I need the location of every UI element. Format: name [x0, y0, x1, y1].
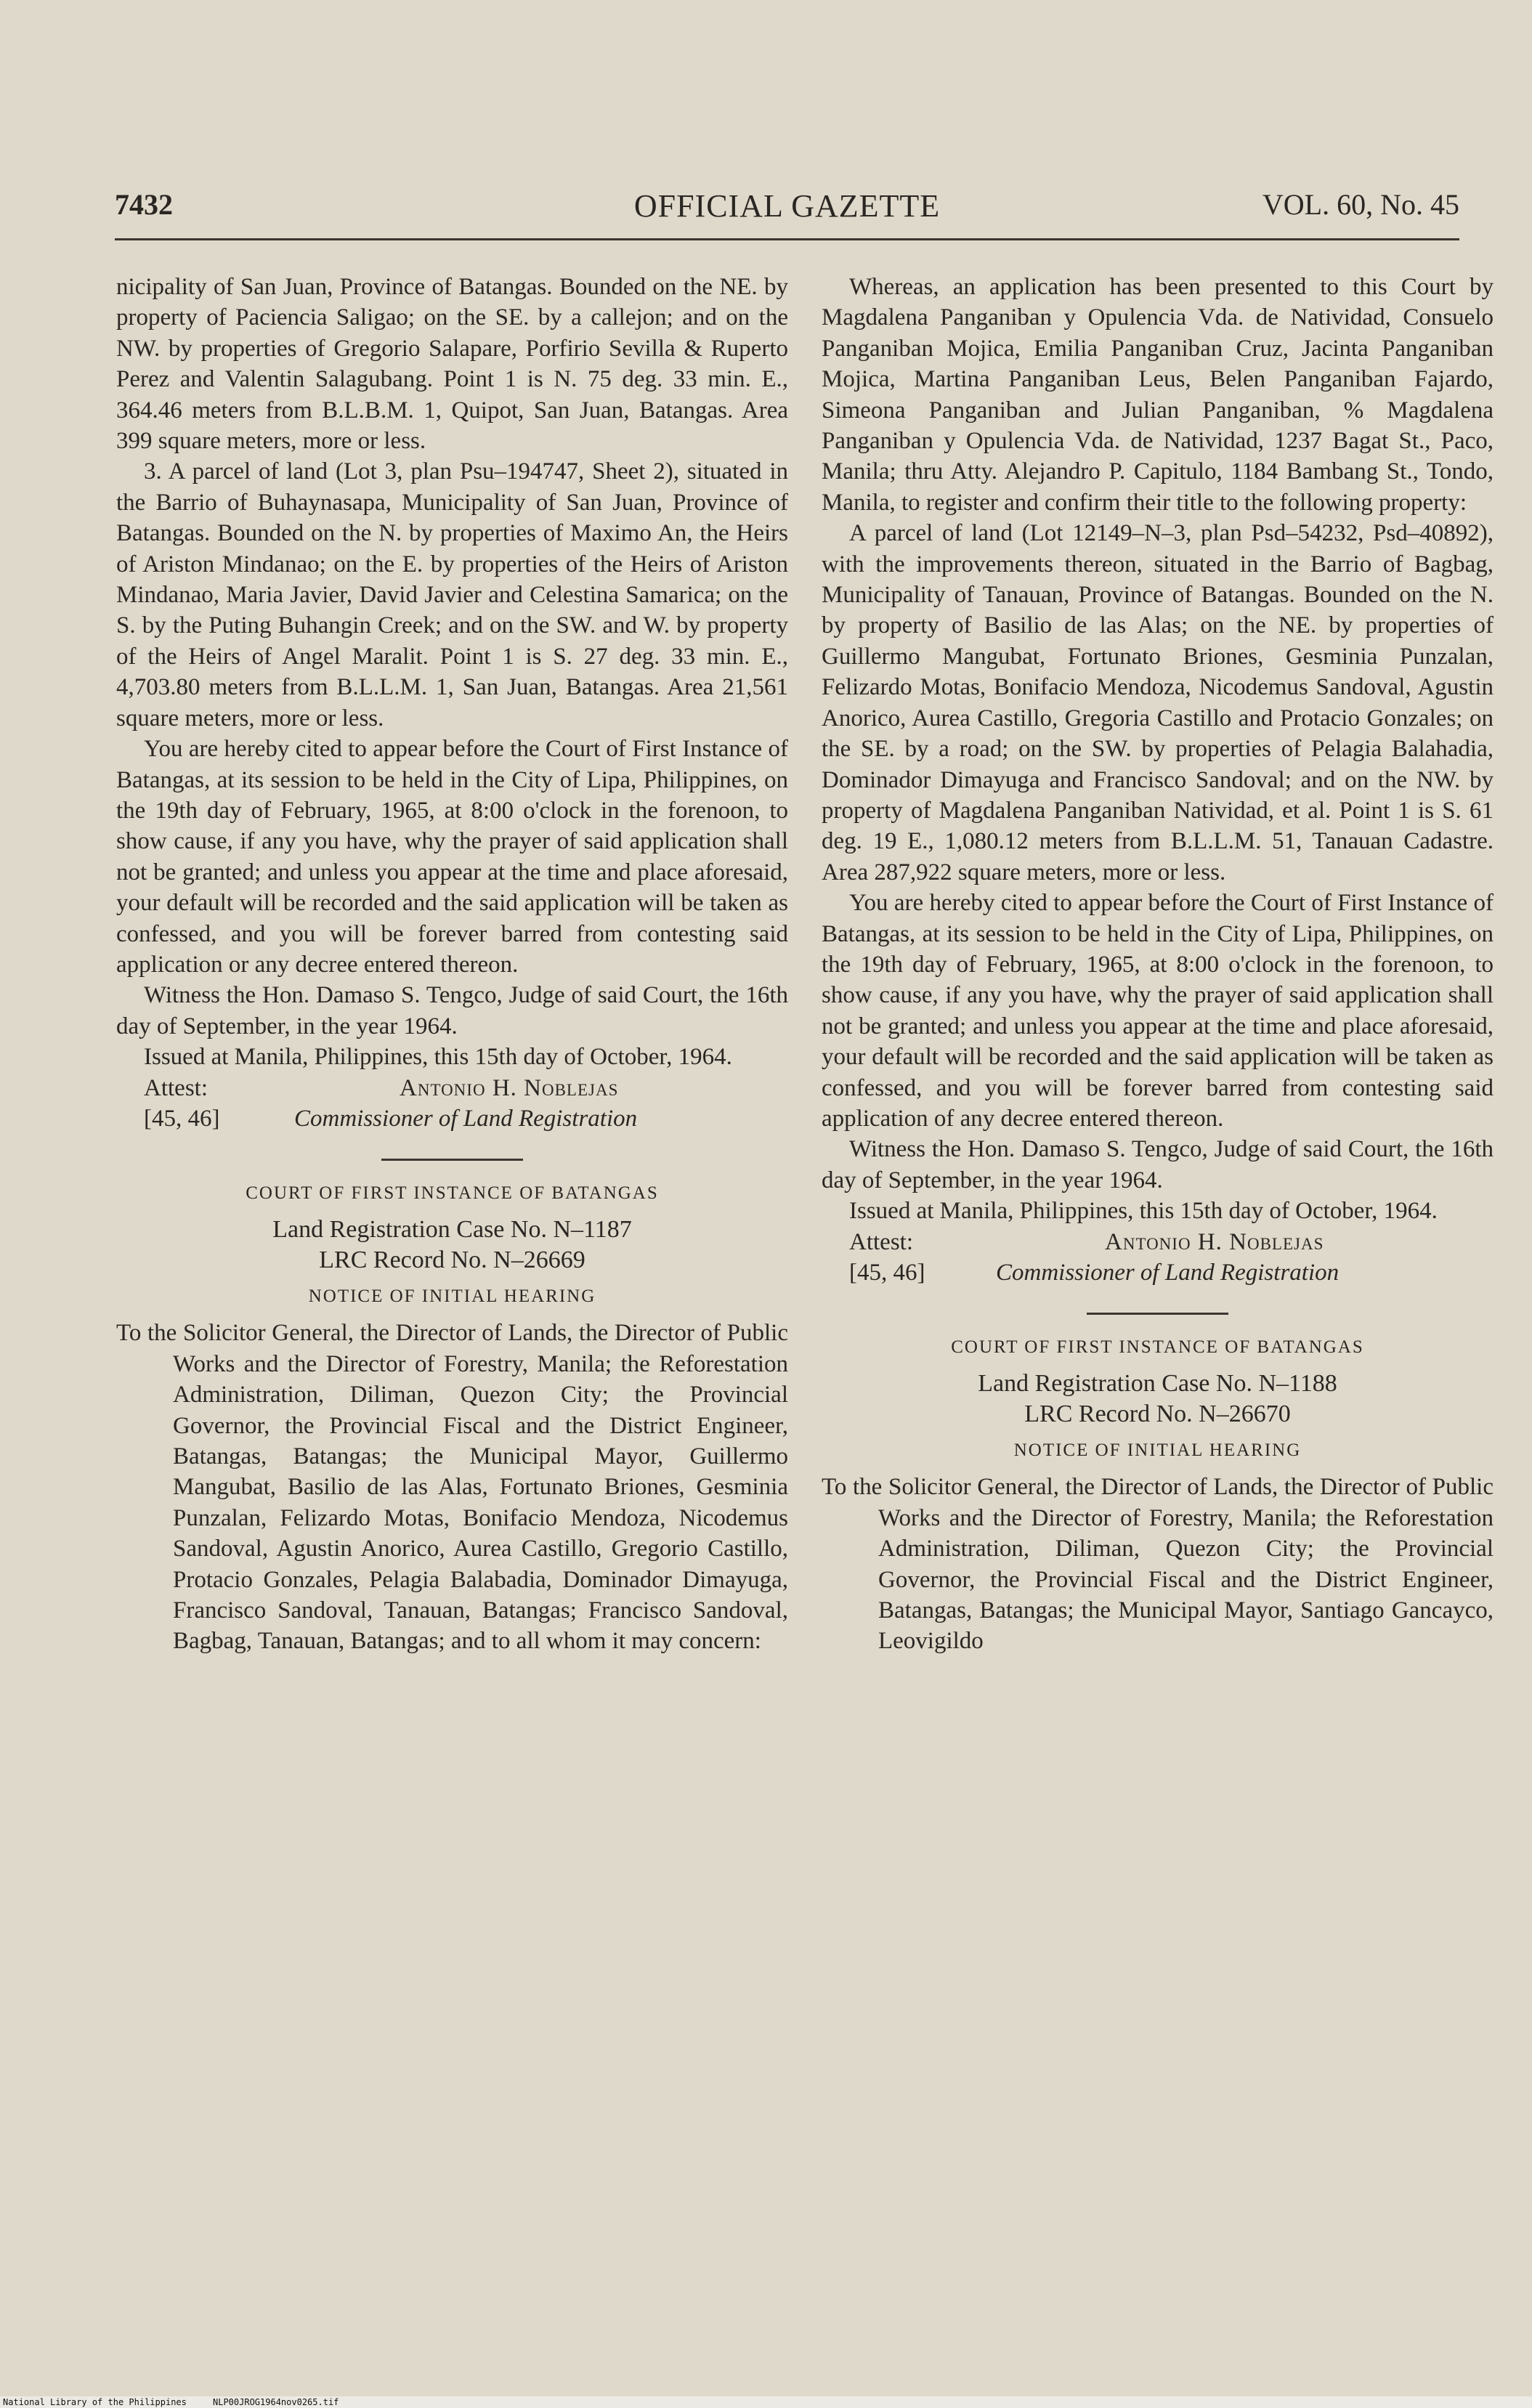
- paragraph: Issued at Manila, Philippines, this 15th day of October, 1964.: [849, 1198, 1438, 1225]
- scan-footer: [0, 2396, 1532, 2408]
- paragraph: nicipality of San Juan, Province of Batangas. Bounded on the NE. by property of Paciencia Saligao; on the SE. by a callejon; and on the NW. by properties of Gregorio Salapare, Porfirio Sevilla & Ruperto Perez and Valentin Salagubang. Point 1 is N. 75 deg. 33 min. E., 364.46 meters from B.L.B.M. 1, Quipot, San Juan, Batangas. Area 399 square meters, more or less.: [116, 274, 788, 455]
- volume-number: VOL. 60, No. 45: [1262, 188, 1459, 221]
- paragraph: Whereas, an application has been presented to this Court by Magdalena Panganiban y Opulencia Vda. de Natividad, Consuelo Panganiban Mojica, Emilia Panganiban Cruz, Jacinta Panganiban Mojica, Martina Panganiban Leus, Belen Panganiban Fajardo, Simeona Panganiban and Julian Panganiban, % Magdalena Panganiban y Opulencia Vda. de Natividad, 1237 Bagat St., Paco, Manila; thru Atty. Alejandro P. Capitulo, 1184 Bambang St., Tondo, Manila, to register and confirm their title to the following property:: [822, 274, 1494, 516]
- attest-title: Commissioner of Land Registration: [294, 1105, 638, 1132]
- paragraph: Witness the Hon. Damaso S. Tengco, Judge of said Court, the 16th day of September, in the year 1964.: [116, 982, 788, 1039]
- paragraph: Witness the Hon. Damaso S. Tengco, Judge of said Court, the 16th day of September, in the year 1964.: [822, 1136, 1494, 1193]
- publication-title: OFFICIAL GAZETTE: [633, 188, 941, 224]
- section-separator: [1087, 1313, 1228, 1315]
- page-number: 7432: [115, 188, 173, 221]
- attestation: [116, 1073, 788, 1135]
- attest-name: Antonio H. Noblejas: [400, 1074, 619, 1101]
- paragraph: You are hereby cited to appear before the Court of First Instance of Batangas, at its session to be held in the City of Lipa, Philippines, on the 19th day of February, 1965, at 8:00 o'clock in the forenoon, to show cause, if any you have, why the prayer of said application shall not be granted; and unless you appear at the time and place aforesaid, your default will be recorded and the said application will be taken as confessed, and you will be forever barred from contesting said application or any decree entered thereon.: [116, 736, 788, 978]
- addressees: To the Solicitor General, the Director of Lands, the Director of Public Works and the Director of Forestry, Manila; the Reforestation Administration, Diliman, Quezon City; the Provincial Governor, the Provincial Fiscal and the District Engineer, Batangas, Batangas; the Municipal Mayor, Guillermo Mangubat, Basilio de las Alas, Fortunato Briones, Gesminia Punzalan, Felizardo Motas, Bonifacio Mendoza, Nicodemus Sandoval, Agustin Anorico, Aurea Castillo, Gregorio Castillo, Protacio Gonzales, Pelagia Balabadia, Dominador Dimayuga, Francisco Sandoval, Tanauan, Batangas; Francisco Sandoval, Bagbag, Tanauan, Batangas; and to all whom it may concern:: [116, 1320, 788, 1655]
- attest-title: Commissioner of Land Registration: [996, 1259, 1340, 1286]
- paragraph: You are hereby cited to appear before the Court of First Instance of Batangas, at its session to be held in the City of Lipa, Philippines, on the 19th day of February, 1965, at 8:00 o'clock in the forenoon, to show cause, if any you have, why the prayer of said application shall not be granted; and unless you appear at the time and place aforesaid, your default will be recorded and the said application will be taken as confessed, and you will be forever barred from contesting said application of any decree entered thereon.: [822, 890, 1494, 1132]
- lrc-record: LRC Record No. N–26669: [319, 1246, 585, 1273]
- paragraph: 3. A parcel of land (Lot 3, plan Psu–194747, Sheet 2), situated in the Barrio of Buhaynasapa, Municipality of San Juan, Province of Batangas. Bounded on the N. by properties of Maximo An, the Heirs of Ariston Mindanao; on the E. by properties of the Heirs of Ariston Mindanao, Maria Javier, David Javier and Celestina Samarica; on the S. by the Puting Buhangin Creek; and on the SW. and W. by property of the Heirs of Angel Maralit. Point 1 is S. 27 deg. 33 min. E., 4,703.80 meters from B.L.L.M. 1, San Juan, Batangas. Area 21,561 square meters, more or less.: [116, 458, 788, 731]
- left-column: [116, 272, 788, 1657]
- issue-reference: [45, 46]: [144, 1105, 220, 1132]
- addressees: To the Solicitor General, the Director of Lands, the Director of Public Works and the Director of Forestry, Manila; the Reforestation Administration, Diliman, Quezon City; the Provincial Governor, the Provincial Fiscal and the District Engineer, Batangas, Batangas; the Municipal Mayor, Santiago Gancayco, Leovigildo: [822, 1474, 1494, 1655]
- court-heading: COURT OF FIRST INSTANCE OF BATANGAS: [246, 1183, 659, 1203]
- attest-label: Attest:: [849, 1228, 913, 1255]
- library-credit: National Library of the Philippines: [3, 2397, 187, 2407]
- right-column: [822, 272, 1494, 1657]
- court-heading: COURT OF FIRST INSTANCE OF BATANGAS: [951, 1337, 1364, 1357]
- paragraph: A parcel of land (Lot 12149–N–3, plan Psd–54232, Psd–40892), with the improvements thereon, situated in the Barrio of Bagbag, Municipality of Tanauan, Province of Batangas. Bounded on the N. by property of Basilio de las Alas; on the NE. by properties of Guillermo Mangubat, Fortunato Briones, Gesminia Punzalan, Felizardo Motas, Bonifacio Mendoza, Nicodemus Sandoval, Agustin Anorico, Aurea Castillo, Gregoria Castillo and Protacio Gonzales; on the SE. by a road; on the SW. by properties of Pelagia Balahadia, Dominador Dimayuga and Francisco Sandoval; and on the NW. by property of Magdalena Panganiban Natividad, et al. Point 1 is S. 61 deg. 19 E., 1,080.12 meters from B.L.L.M. 51, Tanauan Cadastre. Area 287,922 square meters, more or less.: [822, 520, 1494, 885]
- issue-reference: [45, 46]: [849, 1259, 925, 1286]
- section-separator: [381, 1159, 523, 1161]
- notice-heading: NOTICE OF INITIAL HEARING: [308, 1286, 596, 1306]
- attestation: [822, 1227, 1494, 1289]
- page-header: [115, 187, 1459, 231]
- attest-label: Attest:: [144, 1074, 208, 1101]
- lrc-record: LRC Record No. N–26670: [1024, 1400, 1291, 1427]
- notice-heading: NOTICE OF INITIAL HEARING: [1013, 1440, 1302, 1460]
- case-number: Land Registration Case No. N–1187: [272, 1215, 632, 1243]
- attest-name: Antonio H. Noblejas: [1105, 1228, 1324, 1255]
- case-number: Land Registration Case No. N–1188: [978, 1370, 1337, 1397]
- scan-filename: NLP00JROG1964nov0265.tif: [213, 2397, 339, 2407]
- paragraph: Issued at Manila, Philippines, this 15th day of October, 1964.: [144, 1044, 732, 1071]
- header-rule: [115, 238, 1459, 240]
